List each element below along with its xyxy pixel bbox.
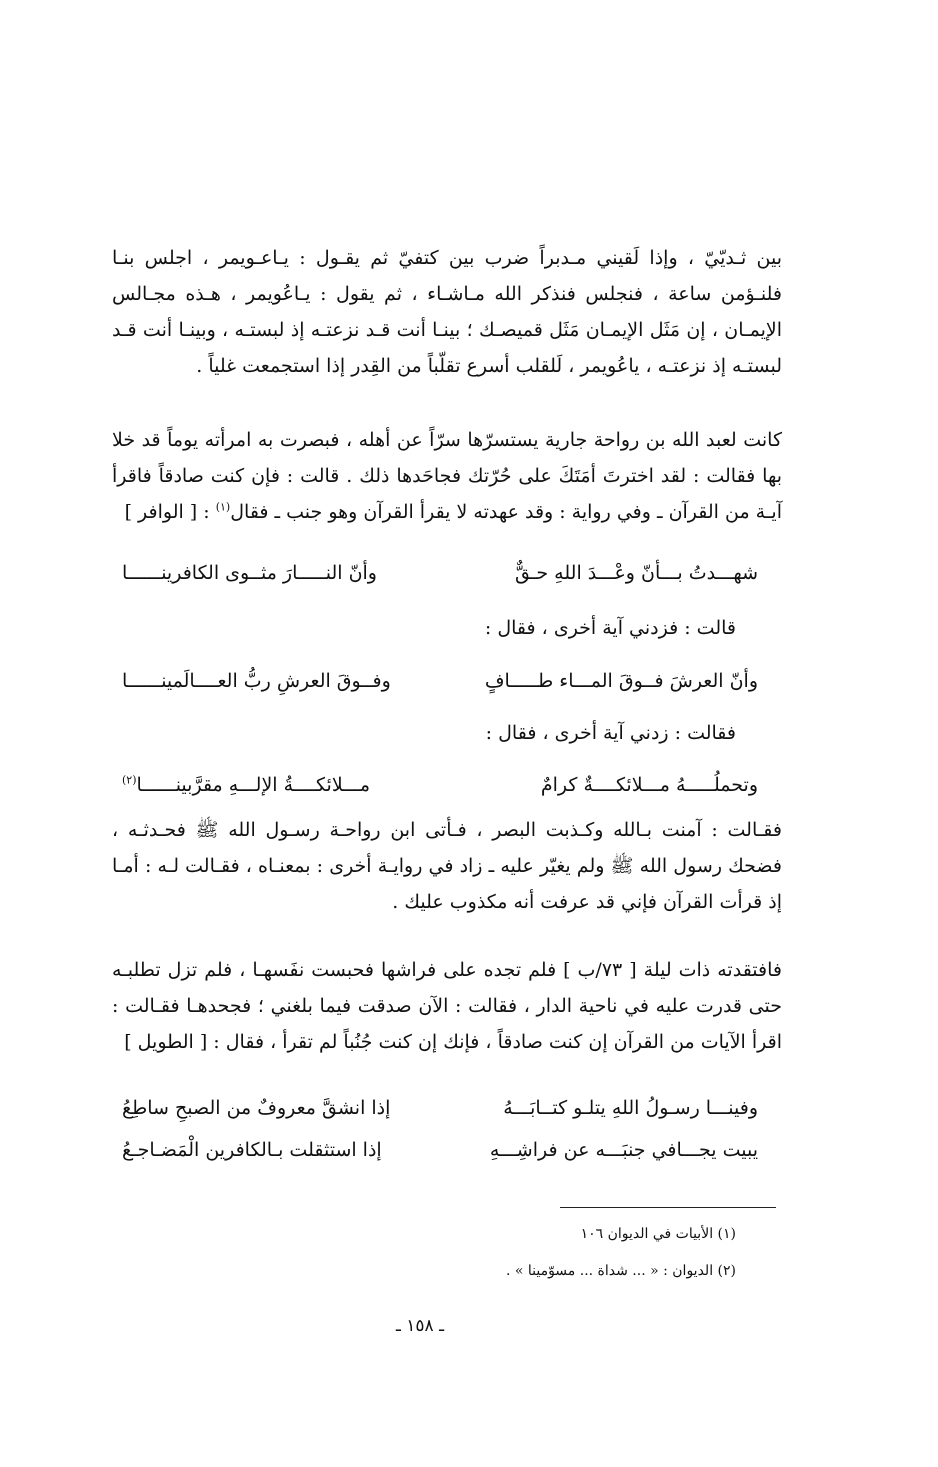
- verse-first-hemistich: شهـــدتُ بـــأنّ وعْـــدَ اللهِ حـقٌّ: [514, 562, 758, 584]
- page-number: ـ ١٥٨ ـ: [395, 1316, 445, 1336]
- paragraph-2-text: كانت لعبد الله بن رواحة جارية يستسرّها سرّاً عن أهله ، فبصرت به امرأته يوماً قد خلا بها فقالت : لقد اخترتَ أمَتَكَ على حُرّتك فجاحَدها ذلك . قالت : فإن كنت صادقاً فاقرأ آيـة من القرآن ـ وفي رواية : وقد عهدته لا يقرأ القرآن وهو جنب ـ فقال: [112, 429, 782, 523]
- verse-first-hemistich: وفينـــا رسـولُ اللهِ يتلـو كتــابَـــهُ: [503, 1097, 758, 1119]
- verse-second-hemistich-text: مـــلائكــــةُ الإلـــهِ مقرَّبينــــــا: [136, 774, 371, 796]
- paragraph-4-text: فافتقدته ذات ليلة [ ٧٣/ب ] فلم تجده على فراشها فحبست نفَسهـا ، فلم تزل تطلبـه حتى قدرت عليه في ناحية الدار ، فقالت : الآن صدقت فيما بلغني ؛ فجحدهـا فقـالت : اقرأ الآيات من القرآن إن كنت صادقاً ، فإنك إن كنت جُنُباً لم تقرأ ، فقال : [ الطويل ]: [112, 959, 782, 1053]
- paragraph-3-text: فقـالت : آمنت بـالله وكـذبت البصر ، فـأتى ابن رواحـة رسـول الله ﷺ فحـدثـه ، فضحك رسول الله ﷺ ولم يغيّر عليه ـ زاد في روايـة أخرى : بمعنـاه ، فقـالت لـه : أمـا إذ قرأت القرآن فإني قد عرفت أنه مكذوب عليك .: [112, 819, 782, 913]
- verse-first-hemistich: وأنّ العرشَ فــوقَ المـــاء طـــــافٍ: [484, 670, 758, 692]
- verse-line: [122, 1090, 758, 1126]
- verse-second-hemistich: إذا انشقَّ معروفٌ من الصبحِ ساطِعُ: [122, 1097, 391, 1119]
- verse-first-hemistich: وتحملُـــــهُ مـــلائكــــةٌ كرامٌ: [540, 774, 758, 796]
- verse-second-hemistich: [122, 767, 422, 803]
- paragraph-2: [112, 422, 782, 530]
- footnote-1: (١) الأبيات في الديوان ١٠٦: [580, 1226, 736, 1242]
- meter-label-wafir: : [ الوافر ]: [124, 501, 216, 523]
- verse-line: [122, 1132, 758, 1168]
- paragraph-1-text: بين ثـديّيّ ، وإذا لَقيني مـدبراً ضرب بين كتفيّ ثم يقـول : يـاعـويمر ، اجلس بنـا فلنـؤمن ساعة ، فنجلس فنذكر الله مـاشـاء ، ثم يقول : يـاعُويمر ، هـذه مجـالس الإيمـان ، إن مَثَل الإيمـان مَثَل قميصـك ؛ بينـا أنت قـد نزعتـه إذ لبستـه ، وبينـا أنت قـد لبستـه إذ نزعتـه ، ياعُويمر ، لَلقلب أسرع تقلّباً من القِدر إذا استجمعت غلياً .: [112, 247, 782, 377]
- paragraph-3: [112, 812, 782, 920]
- paragraph-4: [112, 952, 782, 1060]
- footnote-2: (٢) الديوان : « ... شداة ... مسوّمينا » .: [505, 1263, 736, 1279]
- verse-line: [122, 767, 758, 803]
- footnote-ref-2: (٢): [122, 773, 137, 787]
- verse-second-hemistich: إذا استثقلت بـالكافرين الْمَضـاجـعُ: [122, 1139, 382, 1161]
- verse-first-hemistich: يبيت يجـــافي جنبَـــه عن فراشِـــهِ: [489, 1139, 758, 1161]
- footnote-divider: [560, 1207, 776, 1208]
- verse-line: [122, 555, 758, 591]
- verse-second-hemistich: وفــوقَ العرشِ ربُّ العــــالَمينــــــا: [122, 670, 391, 692]
- verse-line: [122, 663, 758, 699]
- footnote-ref-1: (١): [215, 500, 231, 514]
- paragraph-1: [112, 240, 782, 384]
- interlude-text-1: قالت : فزدني آية أخرى ، فقال :: [484, 617, 736, 639]
- verse-second-hemistich: وأنّ النـــــارَ مثــوى الكافرينــــــا: [122, 562, 377, 584]
- interlude-text-2: فقالت : زدني آية أخرى ، فقال :: [485, 722, 736, 744]
